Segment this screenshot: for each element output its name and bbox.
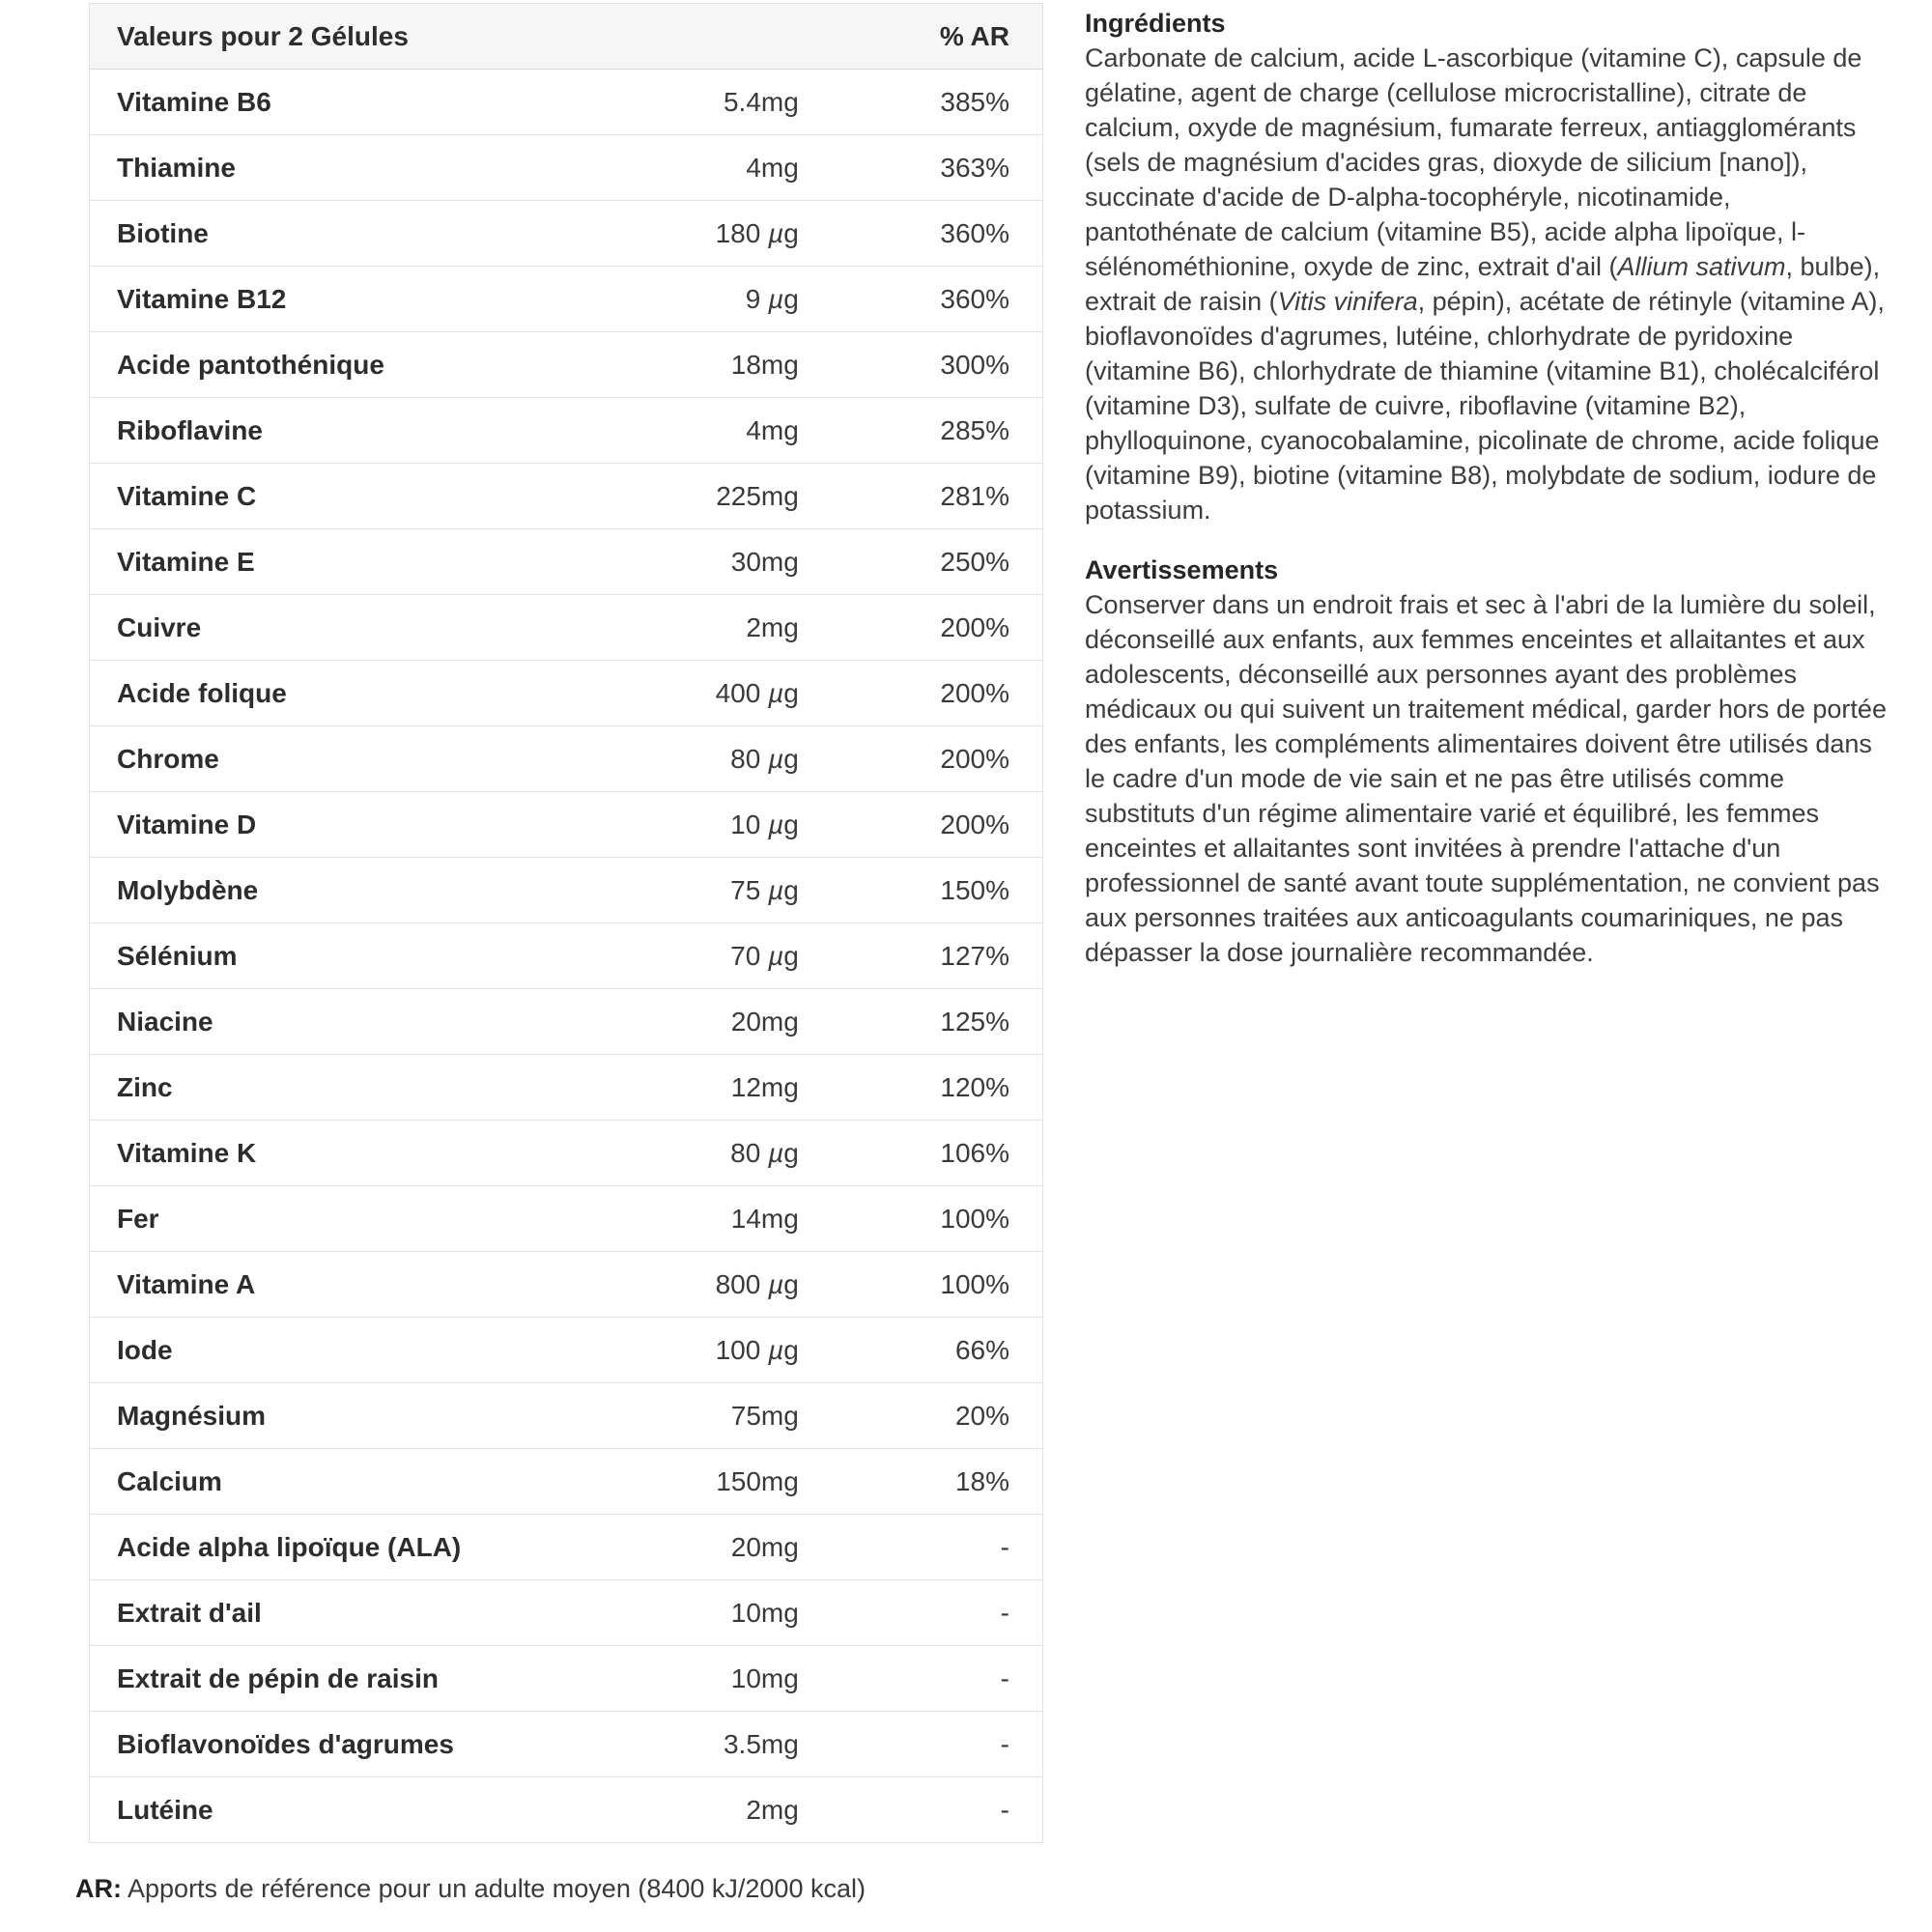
table-row — [90, 70, 1043, 135]
table-header-amount-spacer — [585, 4, 800, 70]
nutrient-name: Extrait d'ail — [117, 1597, 262, 1628]
nutrient-percent: 18% — [954, 1465, 1009, 1496]
footnote-label: AR: — [75, 1874, 122, 1903]
nutrient-amount: 2mg — [746, 1794, 799, 1825]
nutrient-percent: 100% — [940, 1203, 1009, 1234]
nutrient-percent: 125% — [940, 1006, 1009, 1037]
nutrient-percent: - — [1000, 1662, 1009, 1693]
nutrient-name: Lutéine — [117, 1794, 213, 1825]
nutrient-percent: 363% — [940, 152, 1009, 183]
table-row — [90, 529, 1043, 595]
table-row — [90, 1712, 1043, 1777]
warnings-text: Conserver dans un endroit frais et sec à l'abri de la lumière du soleil, déconseillé aux enfants, aux femmes enceintes et allaitantes et aux adolescents, déconseillé aux personnes ayant des problèmes médicaux ou qui suivent un traitement médical, garder hors de portée des enfants, les compléments alimentaires doivent être utilisés dans le cadre d'un mode de vie sain et ne pas être utilisés comme substituts d'un régime alimentaire varié et équilibré, les femmes enceintes et allaitantes sont invitées à prendre l'attache d'un professionnel de santé avant toute supplémentation, ne convient pas aux personnes traitées aux anticoagulants coumariniques, ne pas dépasser la dose journalière recommandée. — [1085, 590, 1887, 967]
nutrient-name: Magnésium — [117, 1400, 267, 1431]
nutrient-name: Vitamine D — [117, 809, 257, 839]
info-column — [1085, 6, 1889, 995]
nutrient-amount: 30mg — [730, 546, 799, 577]
ingredients-text: Carbonate de calcium, acide L-ascorbique (vitamine C), capsule de gélatine, agent de charge (cellulose microcristalline), citrate de calcium, oxyde de magnésium, fumarate ferreux, antiagglomérants (sels de magnésium d'acides gras, dioxyde de silicium [nano]), succinate d'acide de D-alpha-tocophéryle, nicotinamide, pantothénate de calcium (vitamine B5), acide alpha lipoïque, l-sélénométhionine, oxyde de zinc, extrait d'ail (Allium sativum, bulbe), extrait de raisin (Vitis vinifera, pépin), acétate de rétinyle (vitamine A), bioflavonoïdes d'agrumes, lutéine, chlorhydrate de pyridoxine (vitamine B6), chlorhydrate de thiamine (vitamine B1), cholécalciférol (vitamine D3), sulfate de cuivre, riboflavine (vitamine B2), phylloquinone, cyanocobalamine, picolinate de chrome, acide folique (vitamine B9), biotine (vitamine B8), molybdate de sodium, iodure de potassium. — [1085, 43, 1885, 525]
nutrient-amount: 75 µg — [730, 874, 799, 905]
nutrient-name: Acide pantothénique — [117, 349, 384, 380]
nutrient-name: Bioflavonoïdes d'agrumes — [117, 1728, 454, 1759]
nutrient-percent: 200% — [940, 743, 1009, 774]
nutrient-name: Vitamine A — [117, 1268, 256, 1299]
nutrient-percent: 385% — [940, 86, 1009, 117]
table-row — [90, 1646, 1043, 1712]
nutrient-name: Calcium — [117, 1465, 222, 1496]
nutrient-percent: 281% — [940, 480, 1009, 511]
nutrient-percent: 66% — [954, 1334, 1009, 1365]
nutrient-name: Zinc — [117, 1071, 173, 1102]
nutrient-amount: 5.4mg — [723, 86, 799, 117]
nutrient-amount: 75mg — [730, 1400, 799, 1431]
table-row — [90, 858, 1043, 923]
table-row — [90, 398, 1043, 464]
nutrient-percent: - — [1000, 1597, 1009, 1628]
nutrient-name: Biotine — [117, 217, 209, 248]
table-head — [90, 4, 1043, 70]
nutrient-name: Extrait de pépin de raisin — [117, 1662, 439, 1693]
nutrition-facts-table — [89, 3, 1043, 1843]
nutrient-percent: - — [1000, 1531, 1009, 1562]
nutrient-amount: 14mg — [730, 1203, 799, 1234]
table-row — [90, 1055, 1043, 1121]
table-row — [90, 1252, 1043, 1318]
nutrient-amount: 10mg — [730, 1662, 799, 1693]
table-row — [90, 1186, 1043, 1252]
nutrient-percent: 250% — [940, 546, 1009, 577]
table-body — [90, 70, 1043, 1843]
nutrient-percent: 200% — [940, 677, 1009, 708]
ingredients-title: Ingrédients — [1085, 9, 1226, 38]
nutrient-amount: 4mg — [746, 414, 799, 445]
nutrient-amount: 225mg — [716, 480, 799, 511]
nutrient-amount: 12mg — [730, 1071, 799, 1102]
nutrient-name: Sélénium — [117, 940, 238, 971]
nutrient-amount: 4mg — [746, 152, 799, 183]
nutrient-amount: 10mg — [730, 1597, 799, 1628]
nutrient-amount: 2mg — [746, 611, 799, 642]
nutrient-percent: 360% — [940, 217, 1009, 248]
nutrient-percent: 285% — [940, 414, 1009, 445]
table-row — [90, 595, 1043, 661]
nutrient-percent: 200% — [940, 611, 1009, 642]
nutrient-percent: - — [1000, 1794, 1009, 1825]
nutrient-percent: 120% — [940, 1071, 1009, 1102]
nutrient-name: Chrome — [117, 743, 219, 774]
nutrient-name: Cuivre — [117, 611, 202, 642]
nutrient-name: Riboflavine — [117, 414, 263, 445]
table-header-row — [90, 4, 1043, 70]
table-row — [90, 1449, 1043, 1515]
table-row — [90, 989, 1043, 1055]
table-row — [90, 923, 1043, 989]
table-row — [90, 332, 1043, 398]
table-row — [90, 1383, 1043, 1449]
table-row — [90, 792, 1043, 858]
nutrient-name: Vitamine B12 — [117, 283, 287, 314]
nutrient-amount: 20mg — [730, 1006, 799, 1037]
nutrient-amount: 9 µg — [745, 283, 799, 314]
nutrient-name: Niacine — [117, 1006, 213, 1037]
nutrient-amount: 20mg — [730, 1531, 799, 1562]
table-row — [90, 464, 1043, 529]
table-row — [90, 1515, 1043, 1580]
nutrient-percent: 127% — [940, 940, 1009, 971]
nutrient-percent: - — [1000, 1728, 1009, 1759]
nutrient-percent: 20% — [954, 1400, 1009, 1431]
nutrient-name: Molybdène — [117, 874, 259, 905]
nutrient-amount: 10 µg — [730, 809, 799, 839]
nutrient-name: Fer — [117, 1203, 159, 1234]
nutrient-amount: 150mg — [716, 1465, 799, 1496]
nutrient-name: Thiamine — [117, 152, 236, 183]
table-header-percent: % AR — [939, 20, 1009, 51]
nutrient-amount: 80 µg — [730, 1137, 799, 1168]
nutrient-name: Iode — [117, 1334, 173, 1365]
nutrient-percent: 150% — [940, 874, 1009, 905]
nutrient-name: Vitamine K — [117, 1137, 257, 1168]
footnote-text: Apports de référence pour un adulte moyen (8400 kJ/2000 kcal) — [122, 1874, 866, 1903]
nutrient-amount: 18mg — [730, 349, 799, 380]
nutrient-amount: 800 µg — [715, 1268, 799, 1299]
nutrient-name: Vitamine B6 — [117, 86, 271, 117]
table-row — [90, 267, 1043, 332]
nutrient-percent: 106% — [940, 1137, 1009, 1168]
nutrient-name: Acide alpha lipoïque (ALA) — [117, 1531, 462, 1562]
reference-intake-note — [75, 1874, 866, 1904]
nutrient-amount: 70 µg — [730, 940, 799, 971]
nutrient-amount: 80 µg — [730, 743, 799, 774]
table-row — [90, 661, 1043, 726]
table-header-label: Valeurs pour 2 Gélules — [117, 20, 409, 51]
table-row — [90, 1580, 1043, 1646]
nutrient-percent: 200% — [940, 809, 1009, 839]
table-row — [90, 201, 1043, 267]
nutrient-percent: 300% — [940, 349, 1009, 380]
table-row — [90, 1777, 1043, 1843]
nutrient-amount: 100 µg — [715, 1334, 799, 1365]
table-row — [90, 1121, 1043, 1186]
nutrient-name: Acide folique — [117, 677, 287, 708]
table-row — [90, 726, 1043, 792]
warnings-title: Avertissements — [1085, 555, 1279, 584]
nutrient-amount: 3.5mg — [723, 1728, 799, 1759]
nutrient-percent: 360% — [940, 283, 1009, 314]
nutrient-amount: 400 µg — [715, 677, 799, 708]
nutrient-amount: 180 µg — [715, 217, 799, 248]
table-row — [90, 1318, 1043, 1383]
nutrient-percent: 100% — [940, 1268, 1009, 1299]
nutrient-name: Vitamine C — [117, 480, 257, 511]
nutrient-name: Vitamine E — [117, 546, 255, 577]
table-row — [90, 135, 1043, 201]
